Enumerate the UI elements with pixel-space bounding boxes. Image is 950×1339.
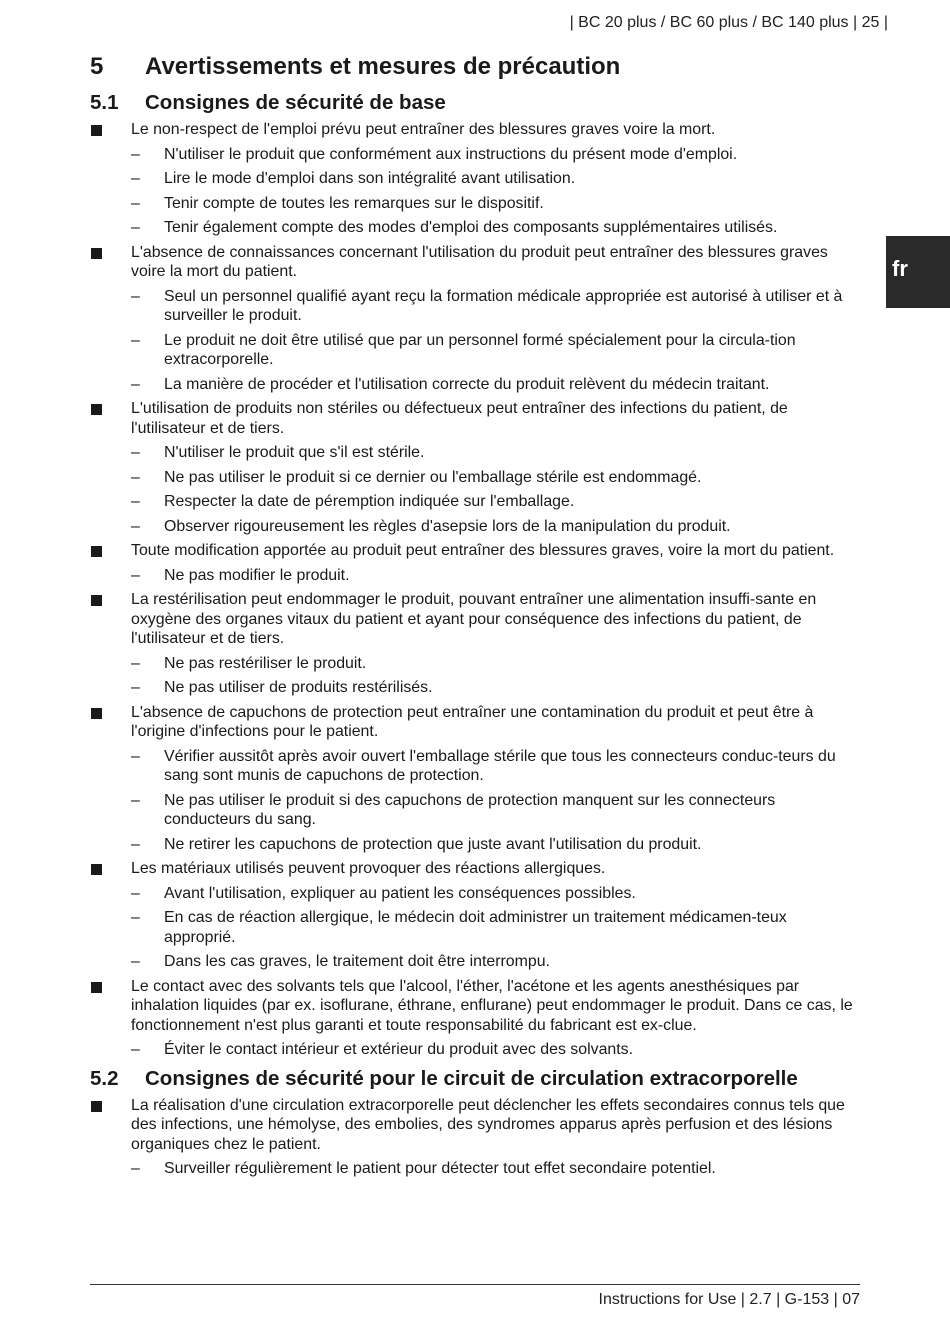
dash-bullet-icon: – — [131, 566, 140, 584]
list-item — [90, 1096, 860, 1179]
square-bullet-icon — [91, 546, 102, 557]
list-item — [90, 703, 860, 855]
dash-bullet-icon: – — [131, 747, 140, 765]
bullet-text: Les matériaux utilisés peuvent provoquer des réactions allergiques. — [131, 860, 606, 877]
sub-item-text: N'utiliser le produit que s'il est stérile. — [164, 444, 425, 461]
sub-list-item — [131, 218, 860, 238]
sub-item-text: Observer rigoureusement les règles d'asepsie lors de la manipulation du produit. — [164, 517, 731, 535]
dash-bullet-icon: – — [131, 517, 140, 535]
sub-list-item — [131, 287, 860, 326]
footer-divider — [90, 1284, 860, 1285]
sub-item-text: Le produit ne doit être utilisé que par un personnel formé spécialement pour la circula-tion extracorporelle. — [164, 331, 796, 368]
dash-bullet-icon: – — [131, 654, 140, 672]
dash-bullet-icon: – — [131, 835, 140, 853]
sub-list-item — [131, 1159, 860, 1179]
dash-bullet-icon: – — [131, 1160, 140, 1177]
sub-list-item — [131, 443, 860, 463]
list-item — [90, 120, 860, 238]
sub-item-text: Ne pas utiliser le produit si des capuchons de protection manquent sur les connecteurs conducteurs du sang. — [164, 791, 776, 828]
list-item — [90, 399, 860, 536]
bullet-text: L'absence de connaissances concernant l'utilisation du produit peut entraîner des blessures graves voire la mort du patient. — [131, 243, 828, 280]
sub-list — [131, 654, 860, 698]
bullet-text: La réalisation d'une circulation extracorporelle peut déclencher les effets secondaires connus tels que des infections, une hémolyse, des embolies, des syndromes apparus après perfusion et des lésions organiques chez le patient. — [131, 1096, 845, 1153]
dash-bullet-icon: – — [131, 493, 140, 510]
bullet-text: L'utilisation de produits non stériles ou défectueux peut entraîner des infections du patient, de l'utilisateur et de tiers. — [131, 400, 788, 437]
sub-list-item — [131, 331, 860, 370]
chapter-title: Avertissements et mesures de précaution — [145, 53, 621, 80]
square-bullet-icon — [91, 864, 102, 875]
sub-item-text: Ne pas restériliser le produit. — [164, 654, 367, 672]
dash-bullet-icon: – — [131, 444, 140, 461]
running-header: | BC 20 plus / BC 60 plus / BC 140 plus | 25 | — [569, 14, 888, 31]
square-bullet-icon — [91, 982, 102, 993]
sub-list-item — [131, 908, 860, 947]
sub-list-item — [131, 492, 860, 512]
chapter-number: 5 — [90, 53, 104, 80]
sub-item-text: Avant l'utilisation, expliquer au patient les conséquences possibles. — [164, 884, 636, 902]
section-title: Consignes de sécurité de base — [145, 91, 446, 114]
sub-item-text: Ne pas utiliser de produits restérilisés. — [164, 679, 433, 696]
sub-item-text: Seul un personnel qualifié ayant reçu la formation médicale appropriée est autorisé à utiliser et à surveiller le produit. — [164, 287, 843, 324]
bullet-text: Le contact avec des solvants tels que l'alcool, l'éther, l'acétone et les agents anesthésiques par inhalation liquides (par ex. isoflurane, éthrane, enflurane) peut endommager le produit. Dans ce cas, le fonctionnement n'est plus garanti et toute responsabilité du fabricant est ex-clue. — [131, 977, 853, 1034]
bullet-list — [90, 1096, 860, 1179]
list-item — [90, 977, 860, 1060]
sub-list-item — [131, 1040, 860, 1060]
dash-bullet-icon: – — [131, 1041, 140, 1058]
language-tab: fr — [886, 236, 950, 308]
page-footer: Instructions for Use | 2.7 | G-153 | 07 — [598, 1291, 860, 1308]
sub-list-item — [131, 566, 860, 586]
bullet-list — [90, 120, 860, 1060]
dash-bullet-icon: – — [131, 468, 140, 486]
section-heading — [90, 1065, 860, 1092]
section-heading — [90, 89, 860, 116]
bullet-text: La restérilisation peut endommager le produit, pouvant entraîner une alimentation insuffi-sante en oxygène des organes vitaux du patient et ayant pour conséquence des infections du patient, de l'utilisateur et de tiers. — [131, 591, 817, 647]
sub-item-text: Surveiller régulièrement le patient pour détecter tout effet secondaire potentiel. — [164, 1160, 716, 1177]
sub-list-item — [131, 884, 860, 904]
sub-list — [131, 1040, 860, 1060]
list-item — [90, 243, 860, 395]
sub-list-item — [131, 517, 860, 537]
sub-item-text: Tenir compte de toutes les remarques sur le dispositif. — [164, 194, 544, 212]
sub-list-item — [131, 654, 860, 674]
sub-list-item — [131, 169, 860, 189]
dash-bullet-icon: – — [131, 679, 140, 696]
bullet-text: L'absence de capuchons de protection peut entraîner une contamination du produit et peut être à l'origine d'infections pour le patient. — [131, 703, 814, 740]
bullet-text: Le non-respect de l'emploi prévu peut entraîner des blessures graves voire la mort. — [131, 121, 716, 138]
square-bullet-icon — [91, 708, 102, 719]
square-bullet-icon — [91, 248, 102, 259]
square-bullet-icon — [91, 125, 102, 136]
dash-bullet-icon: – — [131, 953, 140, 970]
list-item — [90, 590, 860, 698]
sub-item-text: La manière de procéder et l'utilisation correcte du produit relèvent du médecin traitant. — [164, 375, 770, 393]
dash-bullet-icon: – — [131, 909, 140, 926]
list-item — [90, 859, 860, 972]
section-number: 5.1 — [90, 91, 119, 114]
sub-list — [131, 884, 860, 972]
sub-item-text: N'utiliser le produit que conformément aux instructions du présent mode d'emploi. — [164, 145, 738, 163]
list-item — [90, 541, 860, 585]
dash-bullet-icon: – — [131, 194, 140, 212]
square-bullet-icon — [91, 404, 102, 415]
dash-bullet-icon: – — [131, 884, 140, 902]
sub-list — [131, 1159, 860, 1179]
dash-bullet-icon: – — [131, 375, 140, 393]
sections-container — [90, 89, 860, 1179]
sub-list — [131, 747, 860, 855]
sub-list-item — [131, 468, 860, 488]
chapter-heading — [90, 52, 860, 82]
sub-item-text: Vérifier aussitôt après avoir ouvert l'emballage stérile que tous les connecteurs conduc-teurs du sang sont munis de capuchons de protection. — [164, 747, 836, 784]
sub-list-item — [131, 791, 860, 830]
sub-list — [131, 443, 860, 536]
dash-bullet-icon: – — [131, 331, 140, 349]
dash-bullet-icon: – — [131, 287, 140, 305]
sub-list-item — [131, 835, 860, 855]
sub-list-item — [131, 194, 860, 214]
sub-item-text: Lire le mode d'emploi dans son intégralité avant utilisation. — [164, 170, 576, 187]
section-title: Consignes de sécurité pour le circuit de circulation extracorporelle — [145, 1066, 798, 1090]
dash-bullet-icon: – — [131, 219, 140, 236]
dash-bullet-icon: – — [131, 170, 140, 187]
sub-list-item — [131, 678, 860, 698]
sub-item-text: Ne pas modifier le produit. — [164, 566, 350, 584]
sub-item-text: Dans les cas graves, le traitement doit être interrompu. — [164, 953, 550, 970]
sub-list-item — [131, 952, 860, 972]
bullet-text: Toute modification apportée au produit peut entraîner des blessures graves, voire la mort du patient. — [131, 542, 835, 559]
sub-item-text: Ne retirer les capuchons de protection que juste avant l'utilisation du produit. — [164, 835, 702, 853]
section-number: 5.2 — [90, 1066, 119, 1090]
sub-item-text: Éviter le contact intérieur et extérieur du produit avec des solvants. — [164, 1041, 634, 1058]
sub-list-item — [131, 145, 860, 165]
page-content — [90, 52, 860, 1184]
sub-item-text: Ne pas utiliser le produit si ce dernier ou l'emballage stérile est endommagé. — [164, 468, 702, 486]
sub-list — [131, 287, 860, 395]
dash-bullet-icon: – — [131, 791, 140, 809]
sub-list-item — [131, 375, 860, 395]
square-bullet-icon — [91, 1101, 102, 1112]
sub-list — [131, 566, 860, 586]
sub-item-text: Respecter la date de péremption indiquée sur l'emballage. — [164, 493, 575, 510]
sub-item-text: En cas de réaction allergique, le médecin doit administrer un traitement médicamen-teux approprié. — [164, 909, 787, 946]
square-bullet-icon — [91, 595, 102, 606]
sub-item-text: Tenir également compte des modes d'emploi des composants supplémentaires utilisés. — [164, 219, 778, 236]
sub-list-item — [131, 747, 860, 786]
dash-bullet-icon: – — [131, 145, 140, 163]
sub-list — [131, 145, 860, 238]
